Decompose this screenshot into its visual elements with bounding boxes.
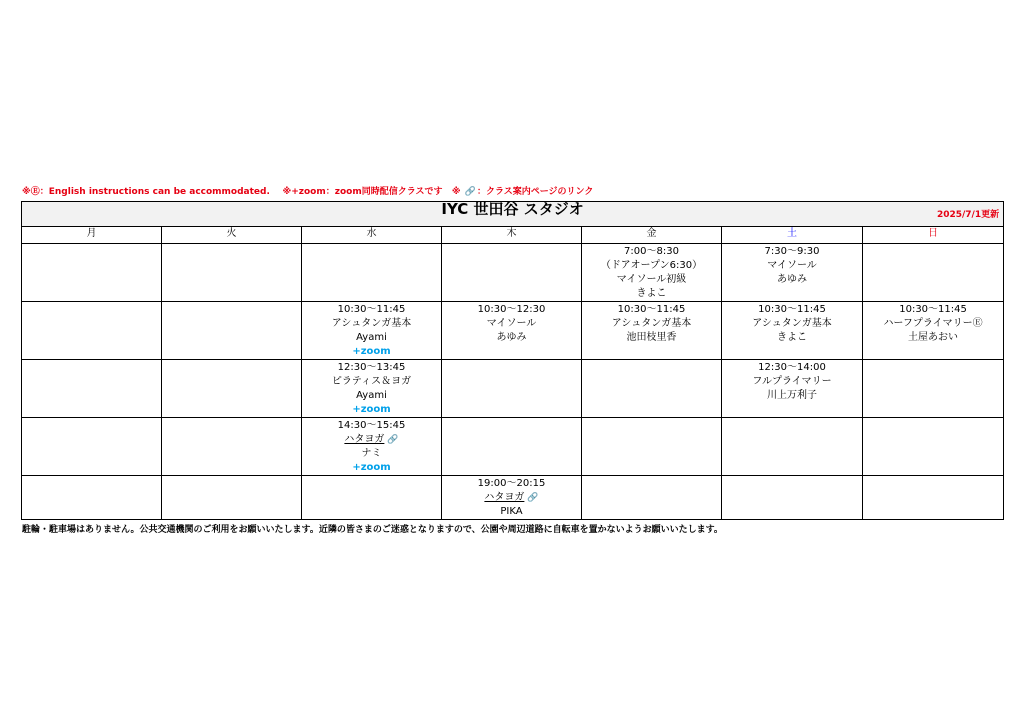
class-name: アシュタンガ基本 [611, 318, 692, 329]
class-cell [582, 244, 722, 302]
class-link[interactable]: ハタヨガ [344, 434, 385, 445]
day-header-fri: 金 [582, 227, 722, 244]
cell-empty [162, 302, 302, 360]
class-name-row [302, 433, 441, 447]
class-time: 10:30～11:45 [617, 304, 686, 315]
cell-empty [582, 418, 722, 476]
class-name: ハーフプライマリーⒺ [883, 318, 983, 329]
class-name: マイソール [486, 318, 537, 329]
cell-empty [22, 476, 162, 520]
table-row [22, 244, 1004, 302]
class-time: 7:00～8:30 [624, 246, 679, 257]
class-name-row [442, 491, 581, 505]
class-cell [582, 302, 722, 360]
legend-zoom: ※+zoom：zoom同時配信クラスです [282, 187, 443, 197]
day-header-wed: 水 [302, 227, 442, 244]
title-bar [22, 202, 1004, 227]
link-icon[interactable]: 🔗 [387, 435, 399, 445]
class-name: ピラティス＆ヨガ [331, 376, 412, 387]
table-row [22, 418, 1004, 476]
class-teacher: きよこ [777, 332, 807, 343]
zoom-badge: +zoom [352, 346, 391, 357]
table-row [22, 476, 1004, 520]
class-time: 10:30～11:45 [337, 304, 406, 315]
cell-empty [22, 360, 162, 418]
table-row [22, 302, 1004, 360]
schedule-table [21, 201, 1004, 520]
class-teacher: ナミ [361, 448, 382, 459]
cell-empty [302, 476, 442, 520]
cell-empty [722, 476, 863, 520]
day-header-sat: 土 [722, 227, 863, 244]
legend-note [22, 184, 593, 197]
cell-empty [863, 476, 1004, 520]
cell-empty [22, 302, 162, 360]
class-cell [442, 476, 582, 520]
class-teacher: 川上万利子 [767, 390, 817, 401]
cell-empty [442, 418, 582, 476]
class-cell [722, 244, 863, 302]
class-name: フルプライマリー [752, 376, 832, 387]
cell-empty [582, 360, 722, 418]
class-teacher: Ayami [356, 332, 387, 343]
class-name: アシュタンガ基本 [752, 318, 832, 329]
zoom-badge: +zoom [352, 404, 391, 415]
cell-empty [162, 418, 302, 476]
cell-empty [22, 418, 162, 476]
legend-link-prefix: ※ [451, 187, 461, 197]
class-name: マイソール [767, 260, 817, 271]
zoom-badge: +zoom [352, 462, 391, 473]
day-header-sun: 日 [863, 227, 1004, 244]
cell-empty [162, 360, 302, 418]
link-icon[interactable]: 🔗 [527, 493, 539, 503]
class-name: マイソール初級 [616, 274, 687, 285]
class-cell [442, 302, 582, 360]
page-title: IYC 世田谷 スタジオ [441, 200, 584, 218]
legend-english: ※Ⓔ：English instructions can be accommodated. [22, 187, 270, 197]
class-cell [722, 302, 863, 360]
class-teacher: あゆみ [496, 332, 527, 343]
class-name: アシュタンガ基本 [331, 318, 412, 329]
table-row [22, 360, 1004, 418]
class-cell [302, 302, 442, 360]
cell-empty [22, 244, 162, 302]
class-time: 10:30～12:30 [477, 304, 546, 315]
class-teacher: PIKA [500, 506, 523, 517]
legend-link: ：クラス案内ページのリンク [476, 187, 594, 197]
cell-empty [442, 244, 582, 302]
cell-empty [863, 360, 1004, 418]
cell-empty [162, 244, 302, 302]
class-time: 19:00～20:15 [477, 478, 546, 489]
class-teacher: Ayami [356, 390, 387, 401]
cell-empty [442, 360, 582, 418]
class-time: 10:30～11:45 [899, 304, 967, 315]
day-header-mon: 月 [22, 227, 162, 244]
class-teacher: あゆみ [777, 274, 807, 285]
class-cell [722, 360, 863, 418]
cell-empty [863, 418, 1004, 476]
class-time: 7:30～9:30 [764, 246, 820, 257]
class-note: （ドアオープン6:30） [600, 260, 703, 271]
class-cell [302, 360, 442, 418]
class-cell [302, 418, 442, 476]
link-icon: 🔗 [464, 187, 476, 197]
class-link[interactable]: ハタヨガ [484, 492, 525, 503]
class-time: 12:30～14:00 [758, 362, 826, 373]
footer-notice: 駐輪・駐車場はありません。公共交通機関のご利用をお願いいたします。近隣の皆さまのご迷惑となりますので、公園や周辺道路に自転車を置かないようお願いいたします。 [22, 525, 723, 535]
cell-empty [302, 244, 442, 302]
cell-empty [162, 476, 302, 520]
cell-empty [582, 476, 722, 520]
cell-empty [863, 244, 1004, 302]
class-teacher: きよこ [636, 288, 667, 299]
day-header-tue: 火 [162, 227, 302, 244]
class-time: 10:30～11:45 [758, 304, 826, 315]
updated-date: 2025/7/1更新 [936, 210, 1000, 220]
class-teacher: 土屋あおい [908, 332, 959, 343]
class-teacher: 池田枝里香 [626, 332, 677, 343]
class-time: 12:30～13:45 [337, 362, 406, 373]
class-cell [863, 302, 1004, 360]
cell-empty [722, 418, 863, 476]
class-time: 14:30～15:45 [337, 420, 406, 431]
day-header-thu: 木 [442, 227, 582, 244]
